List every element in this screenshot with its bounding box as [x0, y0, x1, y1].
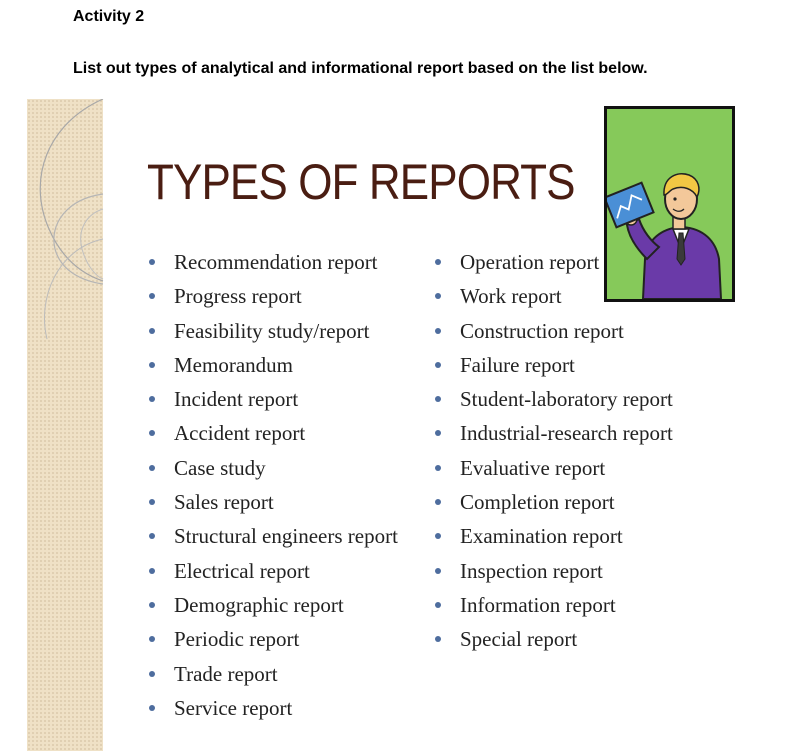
bullet-icon: [435, 636, 441, 642]
right-report-item-label: Operation report: [460, 250, 600, 274]
right-report-item-label: Completion report: [460, 490, 615, 515]
right-report-item: [431, 485, 673, 519]
left-report-item: [145, 588, 398, 622]
bullet-icon: [435, 430, 441, 436]
bullet-icon: [149, 293, 155, 299]
right-report-item-label: Industrial-research report: [460, 421, 673, 446]
left-report-item: [145, 622, 398, 656]
right-report-item: [431, 588, 673, 622]
bullet-icon: [149, 328, 155, 334]
slide-title: TYPES OF REPORTS: [147, 154, 575, 210]
left-report-item: [145, 416, 398, 450]
left-report-item-label: Case study: [174, 455, 266, 480]
left-report-item: [145, 382, 398, 416]
bullet-icon: [435, 465, 441, 471]
right-report-item-label: Inspection report: [460, 558, 603, 583]
bullet-icon: [149, 499, 155, 505]
left-report-item-label: Recommendation report: [174, 250, 378, 274]
left-report-item-label: Electrical report: [174, 558, 310, 583]
bullet-icon: [435, 568, 441, 574]
bullet-icon: [149, 533, 155, 539]
bullet-icon: [149, 259, 155, 265]
right-report-item: [431, 314, 673, 348]
bullet-icon: [435, 396, 441, 402]
left-report-item-label: Accident report: [174, 421, 306, 446]
left-report-item: [145, 485, 398, 519]
bullet-icon: [435, 533, 441, 539]
activity-instruction: List out types of analytical and informational report based on the list below.: [73, 60, 648, 77]
left-report-item-label: Service report: [174, 695, 293, 720]
right-report-item: [431, 451, 673, 485]
bullet-icon: [435, 362, 441, 368]
right-report-item: [431, 519, 673, 553]
right-report-item: [431, 622, 673, 656]
right-report-item: [431, 348, 673, 382]
slide-image: [27, 99, 800, 751]
left-report-item-label: Structural engineers report: [174, 524, 398, 549]
bullet-icon: [149, 430, 155, 436]
left-report-item: [145, 279, 398, 313]
bullet-icon: [149, 396, 155, 402]
bullet-icon: [435, 499, 441, 505]
left-report-item-label: Feasibility study/report: [174, 318, 370, 343]
bullet-icon: [149, 636, 155, 642]
presenter-with-chart-icon: [604, 106, 735, 302]
right-report-item-label: Examination report: [460, 524, 623, 549]
bullet-icon: [149, 568, 155, 574]
left-report-item-label: Sales report: [174, 490, 274, 515]
right-report-item: [431, 382, 673, 416]
bullet-icon: [435, 293, 441, 299]
right-report-item-label: Work report: [460, 284, 562, 309]
right-report-item: [431, 554, 673, 588]
right-report-item-label: Construction report: [460, 318, 624, 343]
bullet-icon: [149, 602, 155, 608]
activity-heading: Activity 2: [73, 8, 145, 25]
bullet-icon: [435, 328, 441, 334]
left-report-item: [145, 314, 398, 348]
bullet-icon: [435, 259, 441, 265]
right-report-item-label: Evaluative report: [460, 455, 606, 480]
left-report-item-label: Demographic report: [174, 592, 344, 617]
right-report-item-label: Failure report: [460, 352, 575, 377]
left-report-item-label: Periodic report: [174, 627, 300, 652]
bullet-icon: [435, 602, 441, 608]
left-report-item: [145, 657, 398, 691]
left-report-item-label: Incident report: [174, 387, 299, 412]
left-report-item-label: Memorandum: [174, 352, 293, 377]
bullet-icon: [149, 705, 155, 711]
right-report-list: [431, 245, 673, 657]
left-report-item: [145, 245, 398, 279]
presenter-illustration: [607, 109, 732, 299]
left-report-item-label: Progress report: [174, 284, 302, 309]
left-report-list: [145, 245, 398, 725]
bullet-icon: [149, 671, 155, 677]
left-report-item: [145, 691, 398, 725]
left-report-item: [145, 451, 398, 485]
left-report-item: [145, 554, 398, 588]
right-report-item-label: Information report: [460, 592, 616, 617]
right-report-item: [431, 416, 673, 450]
right-report-item-label: Student-laboratory report: [460, 387, 673, 412]
right-report-item-label: Special report: [460, 627, 578, 652]
left-report-item: [145, 348, 398, 382]
left-report-item-label: Trade report: [174, 661, 278, 686]
bullet-icon: [149, 362, 155, 368]
bullet-icon: [149, 465, 155, 471]
left-report-item: [145, 519, 398, 553]
